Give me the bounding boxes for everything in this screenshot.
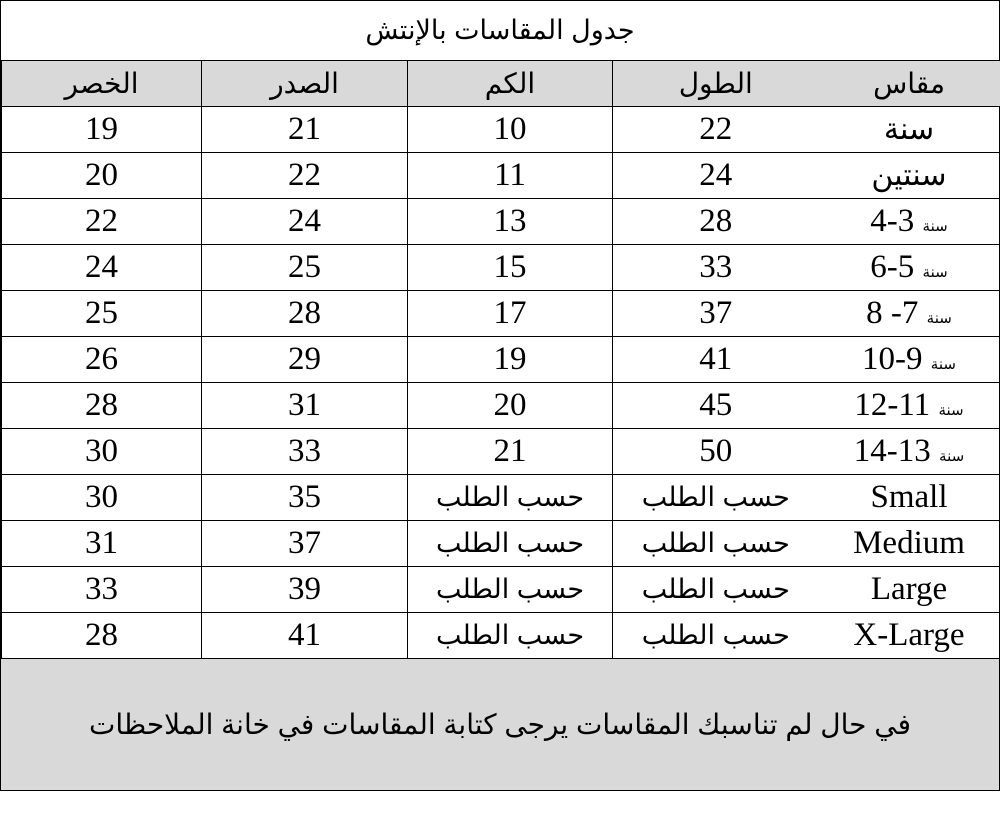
size-label: 7- 8 — [866, 295, 919, 331]
size-cell — [819, 107, 1000, 153]
waist-cell: 26 — [2, 337, 202, 383]
sleeve-cell: حسب الطلب — [408, 567, 613, 613]
chest-cell: 24 — [202, 199, 408, 245]
length-cell: 28 — [613, 199, 819, 245]
size-label: 11-12 — [854, 387, 931, 423]
footer-note: في حال لم تناسبك المقاسات يرجى كتابة المقاسات في خانة الملاحظات — [1, 659, 999, 791]
table-header-row — [2, 61, 1000, 107]
size-cell — [819, 521, 1000, 567]
waist-cell: 31 — [2, 521, 202, 567]
size-unit: سنة — [922, 218, 948, 235]
size-unit: سنة — [939, 448, 965, 465]
sleeve-cell: 19 — [408, 337, 613, 383]
chest-cell: 33 — [202, 429, 408, 475]
size-label: Large — [870, 571, 948, 607]
size-unit: سنة — [926, 310, 952, 327]
waist-cell: 28 — [2, 613, 202, 659]
size-cell — [819, 383, 1000, 429]
size-label: 5-6 — [870, 249, 915, 285]
chest-cell: 37 — [202, 521, 408, 567]
chest-cell: 28 — [202, 291, 408, 337]
table-row — [2, 199, 1000, 245]
size-unit: سنة — [938, 402, 964, 419]
size-unit: سنة — [922, 264, 948, 281]
sleeve-cell: حسب الطلب — [408, 613, 613, 659]
chest-cell: 31 — [202, 383, 408, 429]
sleeve-cell: 20 — [408, 383, 613, 429]
waist-cell: 28 — [2, 383, 202, 429]
sleeve-cell: 15 — [408, 245, 613, 291]
size-cell — [819, 199, 1000, 245]
size-cell — [819, 429, 1000, 475]
sleeve-cell: 10 — [408, 107, 613, 153]
chest-cell: 41 — [202, 613, 408, 659]
column-header-length: الطول — [613, 61, 819, 107]
table-row — [2, 291, 1000, 337]
waist-cell: 30 — [2, 429, 202, 475]
size-label: 9-10 — [862, 341, 923, 377]
size-table — [1, 61, 1000, 659]
length-cell: 41 — [613, 337, 819, 383]
length-cell: حسب الطلب — [613, 521, 819, 567]
chest-cell: 25 — [202, 245, 408, 291]
sleeve-cell: حسب الطلب — [408, 475, 613, 521]
size-cell — [819, 153, 1000, 199]
sleeve-cell: 11 — [408, 153, 613, 199]
column-header-size: مقاس — [819, 61, 1000, 107]
table-body — [2, 107, 1000, 659]
length-cell: 22 — [613, 107, 819, 153]
chest-cell: 29 — [202, 337, 408, 383]
sleeve-cell: 13 — [408, 199, 613, 245]
sleeve-cell: 17 — [408, 291, 613, 337]
waist-cell: 24 — [2, 245, 202, 291]
length-cell: حسب الطلب — [613, 475, 819, 521]
size-label: 13-14 — [853, 433, 931, 469]
size-label: سنتين — [871, 159, 947, 192]
size-cell — [819, 475, 1000, 521]
chest-cell: 39 — [202, 567, 408, 613]
size-label: سنة — [883, 113, 935, 146]
sleeve-cell: حسب الطلب — [408, 521, 613, 567]
chest-cell: 35 — [202, 475, 408, 521]
table-row — [2, 613, 1000, 659]
length-cell: 33 — [613, 245, 819, 291]
table-row — [2, 153, 1000, 199]
size-cell — [819, 567, 1000, 613]
length-cell: 45 — [613, 383, 819, 429]
size-cell — [819, 613, 1000, 659]
table-row — [2, 567, 1000, 613]
size-cell — [819, 337, 1000, 383]
waist-cell: 25 — [2, 291, 202, 337]
length-cell: 50 — [613, 429, 819, 475]
length-cell: حسب الطلب — [613, 567, 819, 613]
waist-cell: 33 — [2, 567, 202, 613]
table-row — [2, 337, 1000, 383]
table-row — [2, 429, 1000, 475]
page-title: جدول المقاسات بالإنتش — [1, 1, 999, 61]
table-row — [2, 521, 1000, 567]
table-row — [2, 383, 1000, 429]
size-cell — [819, 245, 1000, 291]
size-label: Medium — [853, 525, 965, 561]
size-cell — [819, 291, 1000, 337]
chest-cell: 22 — [202, 153, 408, 199]
size-unit: سنة — [930, 356, 956, 373]
column-header-chest: الصدر — [202, 61, 408, 107]
column-header-waist: الخصر — [2, 61, 202, 107]
size-label: 3-4 — [870, 203, 915, 239]
length-cell: 37 — [613, 291, 819, 337]
waist-cell: 19 — [2, 107, 202, 153]
table-row — [2, 107, 1000, 153]
length-cell: 24 — [613, 153, 819, 199]
size-label: Small — [870, 479, 948, 515]
column-header-sleeve: الكم — [408, 61, 613, 107]
waist-cell: 22 — [2, 199, 202, 245]
waist-cell: 20 — [2, 153, 202, 199]
chest-cell: 21 — [202, 107, 408, 153]
sleeve-cell: 21 — [408, 429, 613, 475]
length-cell: حسب الطلب — [613, 613, 819, 659]
table-row — [2, 475, 1000, 521]
table-row — [2, 245, 1000, 291]
waist-cell: 30 — [2, 475, 202, 521]
size-label: X-Large — [853, 617, 965, 653]
